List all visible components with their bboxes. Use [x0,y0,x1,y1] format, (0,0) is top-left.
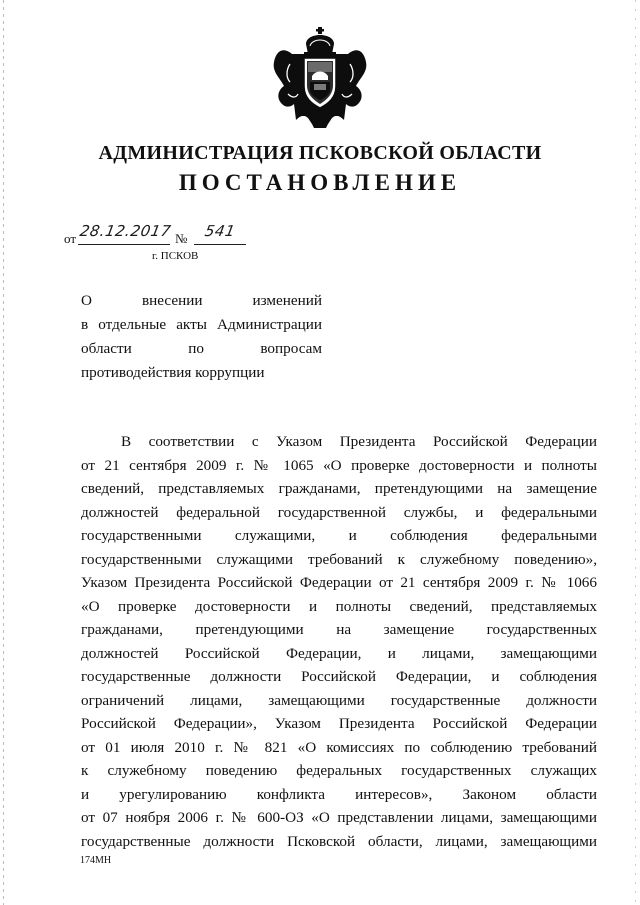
date-underline [78,244,170,245]
document-subject [81,289,322,385]
registration-line [64,222,264,246]
scan-edge-left [3,0,4,905]
scan-edge-right [635,0,636,905]
handwritten-number: 541 [203,222,237,240]
body-line: ограничений лицами, замещающими государственные должности [81,691,597,709]
body-paragraph [81,430,597,853]
pskov-oblast-coat-of-arms-icon [272,24,368,136]
body-line: государственные должности Российской Федерации, и соблюдения [81,668,597,685]
subject-line: противодействия коррупции [81,364,265,381]
organization-title: АДМИНИСТРАЦИЯ ПСКОВСКОЙ ОБЛАСТИ [98,142,542,164]
body-line: «О проверке достоверности и полноты сведений, представляемых [81,597,597,615]
body-line: и урегулированию конфликта интересов», Законом области [81,785,597,803]
handwritten-date: 28.12.2017 [78,222,173,240]
body-line: государственные должности Псковской области, лицами, замещающими [81,832,597,850]
body-line: Указом Президента Российской Федерации от 21 сентября 2009 г. № 1066 [81,574,597,591]
body-line: к служебному поведению федеральных государственных служащих [81,762,597,779]
body-line: В соответствии с Указом Президента Российской Федерации [121,433,597,450]
body-line: сведений, представляемых гражданами, претендующими на замещение [81,480,597,497]
body-line: должностей федеральной государственной службы, и федеральными [81,503,597,521]
city-label: г. ПСКОВ [152,250,199,262]
body-line: от 01 июля 2010 г. № 821 «О комиссиях по соблюдению требований [81,738,597,756]
number-label: № [175,231,188,246]
body-line: Российской Федерации», Указом Президента Российской Федерации [81,715,597,732]
body-line: государственными служащими требований к служебному поведению», [81,550,597,568]
subject-line: области по вопросам [81,340,322,357]
date-label: от [64,231,77,246]
body-line: гражданами, претендующими на замещение государственных [81,621,597,638]
subject-line: в отдельные акты Администрации [81,316,322,333]
document-type-title: ПОСТАНОВЛЕНИЕ [178,170,462,195]
body-line: должностей Российской Федерации, и лицами, замещающими [81,644,597,662]
number-underline [194,244,246,245]
body-line: государственными служащими, и соблюдения федеральными [81,527,597,544]
subject-line: О внесении изменений [81,292,322,309]
body-line: от 21 сентября 2009 г. № 1065 «О проверке достоверности и полноты [81,456,597,474]
footer-code: 174МН [80,855,112,866]
body-line: от 07 ноября 2006 г. № 600-ОЗ «О представлении лицами, замещающими [81,809,597,826]
